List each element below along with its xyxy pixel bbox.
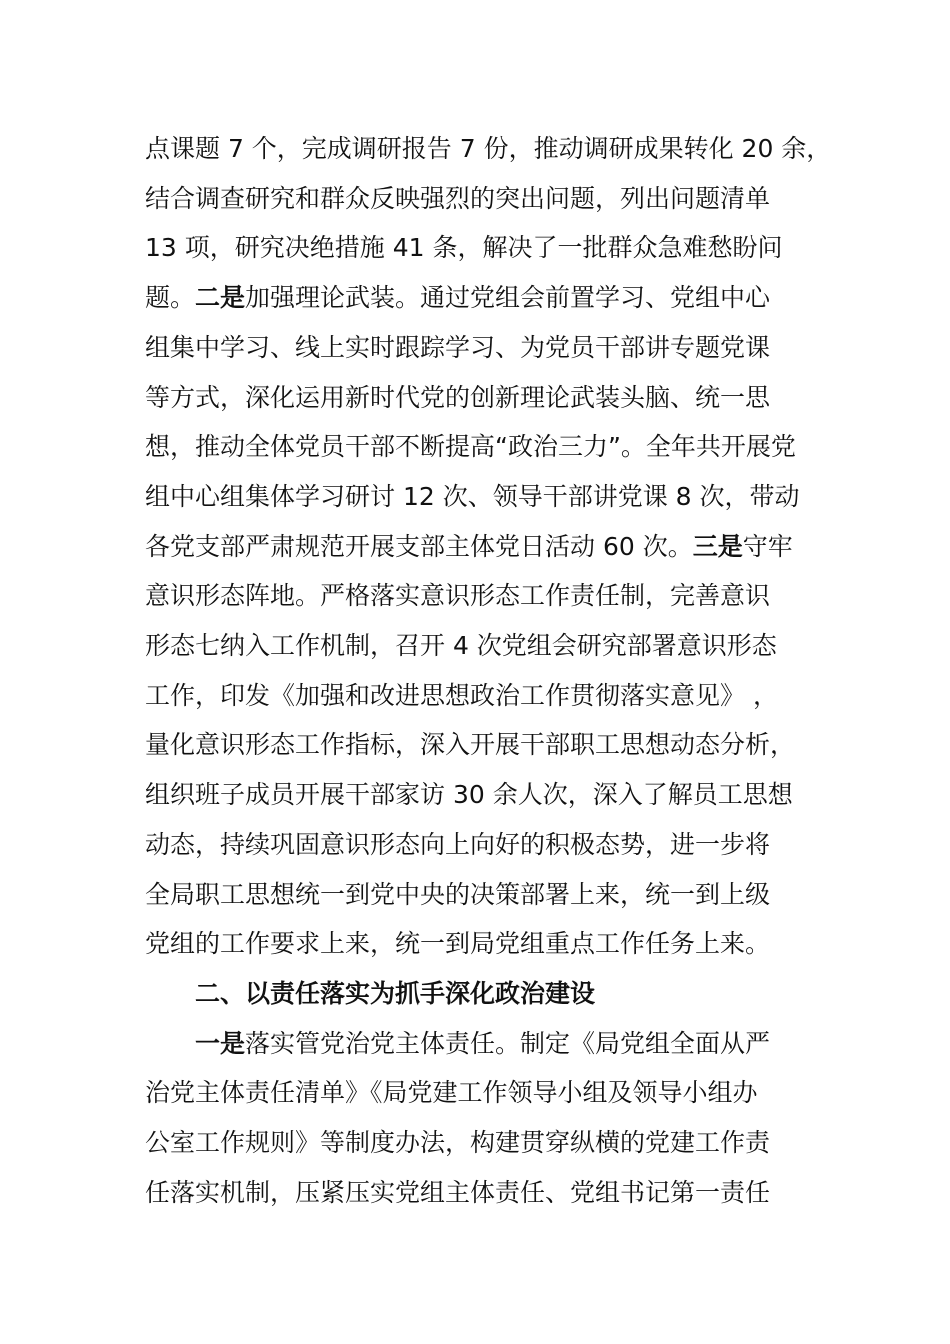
text-run: 公室工作规则》等制度办法，构建贯穿纵横的党建工作责 [145,1128,771,1157]
text-run: 工作，印发《加强和改进思想政治工作贯彻落实意见》 ， [145,681,778,710]
text-run: 加强理论武装。通过党组会前置学习、党组中心 [245,283,771,312]
text-run: 任落实机制，压紧压实党组主体责任、党组书记第一责任 [145,1178,771,1207]
text-line [145,134,831,164]
text-run: 落实管党治党主体责任。制定《局党组全面从严 [245,1029,771,1058]
text-line [145,830,770,860]
text-run: 量化意识形态工作指标，深入开展干部职工思想动态分析， [145,730,796,759]
text-line [145,581,770,611]
text-line [145,929,770,959]
text-line [145,333,770,363]
text-line [145,631,777,661]
text-line [145,681,778,711]
text-run: 组织班子成员开展干部家访 30 余人次，深入了解员工思想 [145,780,793,809]
text-line [145,184,770,214]
text-run: 形态七纳入工作机制，召开 4 次党组会研究部署意识形态 [145,631,777,660]
text-run: 结合调查研究和群众反映强烈的突出问题，列出问题清单 [145,184,771,213]
text-line [145,1178,770,1208]
text-run: 组中心组集体学习研讨 12 次、领导干部讲党课 8 次，带动 [145,482,800,511]
text-line [145,233,782,263]
text-line [145,532,793,562]
text-run: 题。 [145,283,196,312]
bold-text-run: 一是 [195,1029,246,1058]
text-run: 各党支部严肃规范开展支部主体党日活动 60 次。 [145,532,693,561]
text-line [145,780,793,810]
text-line [145,432,796,462]
text-run: 守牢 [742,532,793,561]
text-run: 动态，持续巩固意识形态向上向好的积极态势，进一步将 [145,830,771,859]
text-line [145,482,800,512]
text-line [145,730,795,760]
text-run: 意识形态阵地。严格落实意识形态工作责任制，完善意识 [145,581,771,610]
text-line [145,880,770,910]
text-run: 想，推动全体党员干部不断提高“政治三力”。全年共开展党 [145,432,796,461]
bold-text-run: 三是 [692,532,743,561]
text-run: 等方式，深化运用新时代党的创新理论武装头脑、统一思 [145,383,771,412]
bold-text-run: 二是 [195,283,246,312]
bold-text-run: 二、以责任落实为抓手深化政治建设 [195,979,596,1008]
text-line [145,283,770,313]
text-run: 组集中学习、线上实时跟踪学习、为党员干部讲专题党课 [145,333,771,362]
text-line [145,383,770,413]
text-run: 治党主体责任清单》《局党建工作领导小组及领导小组办 [145,1078,758,1107]
text-line [145,1078,758,1108]
text-line [145,1128,770,1158]
text-line [195,1029,770,1059]
text-run: 点课题 7 个，完成调研报告 7 份，推动调研成果转化 20 余， [145,134,832,163]
text-run: 全局职工思想统一到党中央的决策部署上来，统一到上级 [145,880,771,909]
text-run: 党组的工作要求上来，统一到局党组重点工作任务上来。 [145,929,771,958]
section-heading [195,979,595,1009]
text-run: 13 项，研究决绝措施 41 条，解决了一批群众急难愁盼问 [145,233,783,262]
